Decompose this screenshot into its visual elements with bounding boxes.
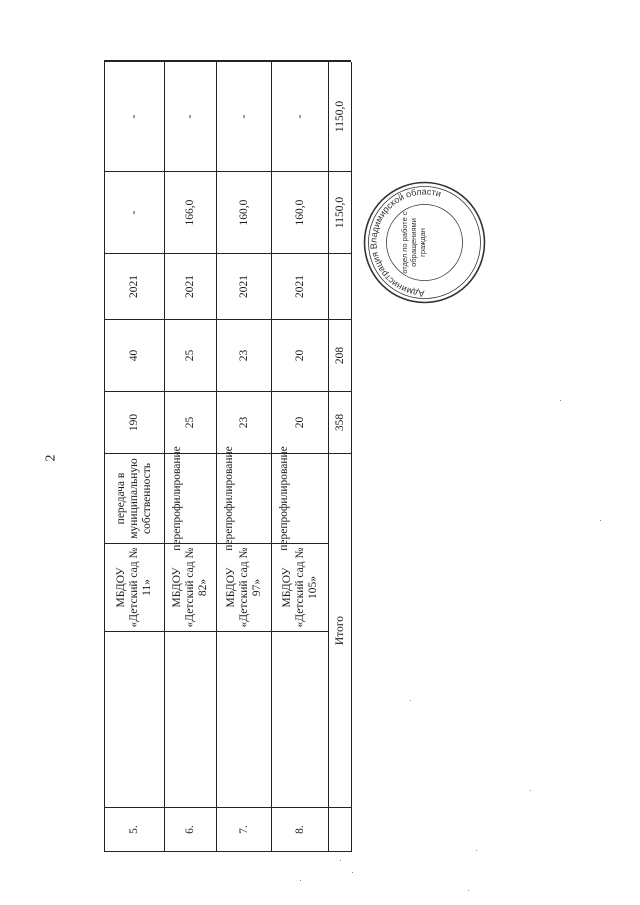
stamp-center-text: отдел по работе с обращениями граждан [400, 211, 427, 274]
organization-name: МБДОУ «Детский сад № 11» [104, 543, 164, 631]
empty-cell [164, 631, 216, 807]
empty-cell [271, 631, 328, 807]
data-table [104, 62, 351, 852]
table-row [271, 60, 328, 852]
funding-value: - [271, 61, 328, 171]
stamp-ring-text: Администрация Владимирской области [368, 186, 443, 299]
empty-cell [328, 807, 351, 851]
funding-value: - [216, 61, 271, 171]
total-places-created: 208 [328, 319, 351, 391]
funding-value: 160,0 [271, 171, 328, 253]
total-funding: 1150,0 [328, 61, 351, 171]
funding-value: - [104, 171, 164, 253]
total-funding: 1150,0 [328, 171, 351, 253]
year: 2021 [104, 253, 164, 319]
places-created: 23 [216, 319, 271, 391]
places-count: 20 [271, 391, 328, 453]
places-count: 25 [164, 391, 216, 453]
scan-speckle [476, 850, 477, 851]
scan-speckle [300, 880, 301, 881]
scan-speckle [530, 790, 531, 791]
action-type: перепрофилирование [216, 453, 271, 543]
year: 2021 [216, 253, 271, 319]
table-row [216, 60, 271, 852]
total-places-count: 358 [328, 391, 351, 453]
funding-value: 166,0 [164, 171, 216, 253]
row-number: 8. [271, 807, 328, 851]
places-created: 25 [164, 319, 216, 391]
scan-speckle [410, 700, 411, 701]
scan-speckle [600, 520, 601, 521]
scan-speckle [468, 890, 469, 891]
places-created: 40 [104, 319, 164, 391]
empty-cell [328, 253, 351, 319]
official-stamp [362, 180, 487, 305]
row-number: 5. [104, 807, 164, 851]
scan-speckle [560, 400, 561, 401]
funding-value: - [104, 61, 164, 171]
funding-value: 160,0 [216, 171, 271, 253]
empty-cell [216, 631, 271, 807]
action-type: перепрофилирование [271, 453, 328, 543]
organization-name: МБДОУ «Детский сад № 82» [164, 543, 216, 631]
page-number: 2 [43, 454, 59, 462]
action-type: передача в муниципальную собственность [104, 453, 164, 543]
funding-value: - [164, 61, 216, 171]
table-bottom-border [351, 62, 352, 852]
action-type: перепрофилирование [164, 453, 216, 543]
scan-speckle [340, 860, 341, 861]
year: 2021 [164, 253, 216, 319]
total-label: Итого [328, 453, 351, 807]
table-row [104, 60, 164, 852]
organization-name: МБДОУ «Детский сад № 97» [216, 543, 271, 631]
empty-cell [104, 631, 164, 807]
row-number: 6. [164, 807, 216, 851]
places-count: 23 [216, 391, 271, 453]
organization-name: МБДОУ «Детский сад № 105» [271, 543, 328, 631]
total-row [328, 60, 351, 852]
year: 2021 [271, 253, 328, 319]
row-number: 7. [216, 807, 271, 851]
places-count: 190 [104, 391, 164, 453]
table-row [164, 60, 216, 852]
scan-speckle [352, 872, 353, 873]
places-created: 20 [271, 319, 328, 391]
